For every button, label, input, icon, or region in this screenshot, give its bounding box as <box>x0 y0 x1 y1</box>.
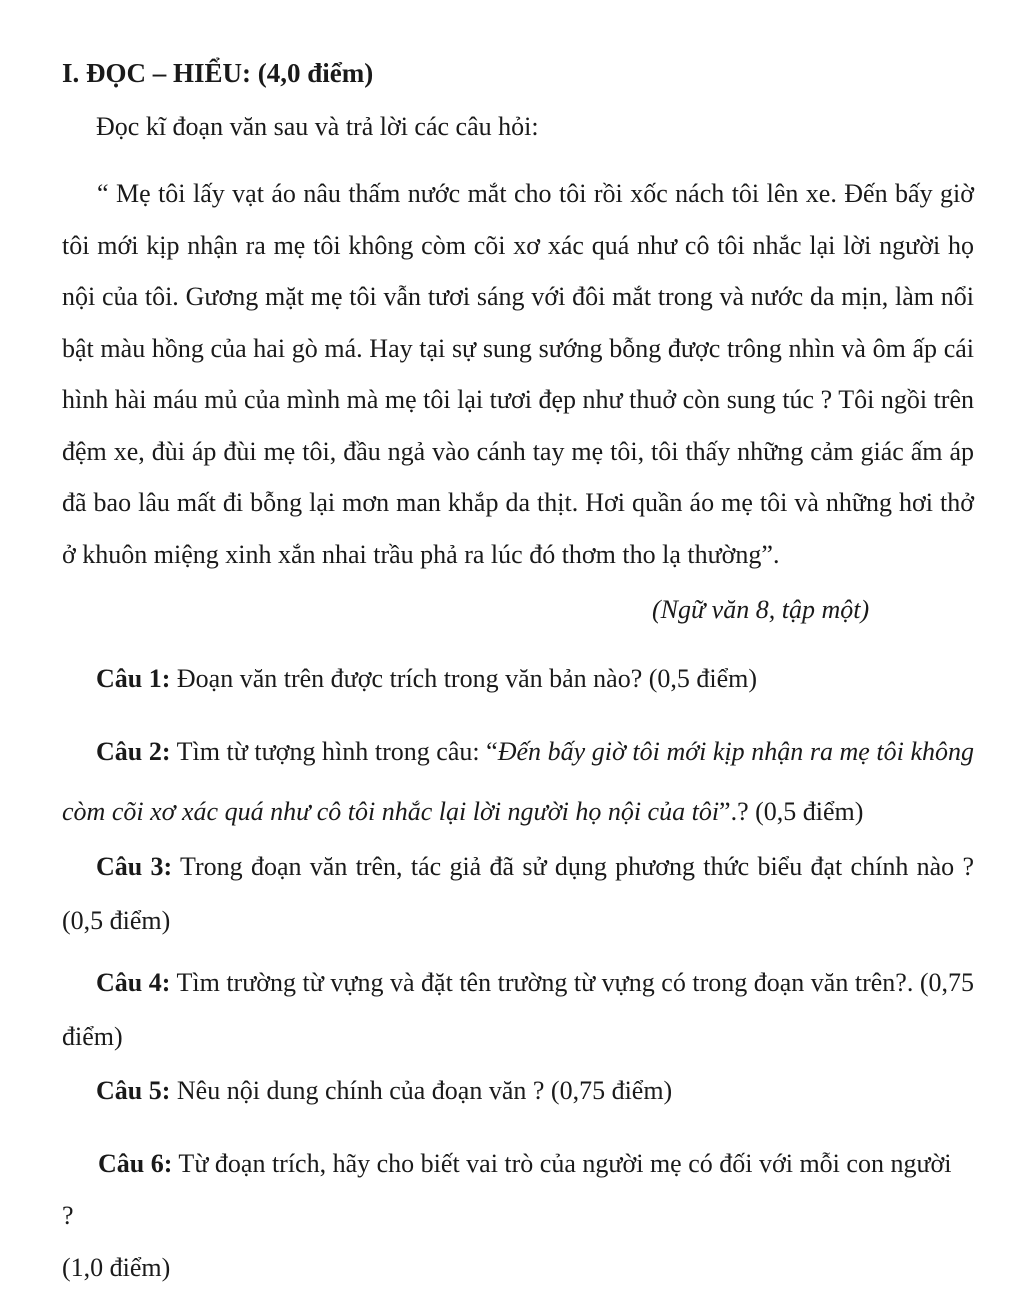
question-1-label: Câu 1: <box>96 664 171 693</box>
question-3 <box>62 840 974 948</box>
question-1-text: Đoạn văn trên được trích trong văn bản nào? (0,5 điểm) <box>170 664 758 693</box>
question-6-text: Từ đoạn trích, hãy cho biết vai trò của người mẹ có đối với mỗi con người <box>172 1149 952 1178</box>
question-4-label: Câu 4: <box>96 968 171 997</box>
question-6 <box>62 1138 974 1294</box>
question-2-text-before: Tìm từ tượng hình trong câu: “ <box>170 737 498 766</box>
question-2-text-after: ”.? (0,5 điểm) <box>719 797 864 826</box>
passage-source: (Ngữ văn 8, tập một) <box>652 595 870 624</box>
question-3-text: Trong đoạn văn trên, tác giả đã sử dụng phương thức biểu đạt chính nào ? (0,5 điểm) <box>62 852 974 935</box>
question-5-label: Câu 5: <box>96 1076 171 1105</box>
section-title: I. ĐỌC – HIỂU: (4,0 điểm) <box>62 58 374 88</box>
question-5 <box>96 1076 672 1106</box>
question-4-text: Tìm trường từ vựng và đặt tên trường từ vựng có trong đoạn văn trên?. (0,75 điểm) <box>62 968 974 1051</box>
reading-passage: “ Mẹ tôi lấy vạt áo nâu thấm nước mắt cho tôi rồi xốc nách tôi lên xe. Đến bấy giờ tôi mới kịp nhận ra mẹ tôi không còm cõi xơ xác quá như cô tôi nhắc lại lời người họ nội của tôi. Gương mặt mẹ tôi vẫn tươi sáng với đôi mắt trong và nước da mịn, làm nổi bật màu hồng của hai gò má. Hay tại sự sung sướng bỗng được trông nhìn và ôm ấp cái hình hài máu mủ của mình mà mẹ tôi lại tươi đẹp như thuở còn sung túc ? Tôi ngồi trên đệm xe, đùi áp đùi mẹ tôi, đầu ngả vào cánh tay mẹ tôi, tôi thấy những cảm giác ấm áp đã bao lâu mất đi bỗng lại mơn man khắp da thịt. Hơi quần áo mẹ tôi và những hơi thở ở khuôn miệng xinh xắn nhai trầu phả ra lúc đó thơm tho lạ thường”. <box>62 179 974 569</box>
question-6-line <box>62 1138 974 1190</box>
question-6-label: Câu 6: <box>98 1149 173 1178</box>
question-5-text: Nêu nội dung chính của đoạn văn ? (0,75 điểm) <box>170 1076 673 1105</box>
question-2 <box>62 722 974 842</box>
question-2-label: Câu 2: <box>96 737 171 766</box>
question-6-mark: ? <box>62 1201 74 1230</box>
question-3-label: Câu 3: <box>96 852 173 881</box>
reading-instruction: Đọc kĩ đoạn văn sau và trả lời các câu hỏi: <box>96 112 539 141</box>
question-2-quote: Đến bấy giờ tôi mới kịp nhận ra mẹ tôi không còm cõi xơ xác quá như cô tôi nhắc lại lời người họ nội của tôi <box>62 737 974 826</box>
question-1 <box>96 664 757 694</box>
question-6-score: (1,0 điểm) <box>62 1253 171 1282</box>
question-4 <box>62 956 974 1064</box>
